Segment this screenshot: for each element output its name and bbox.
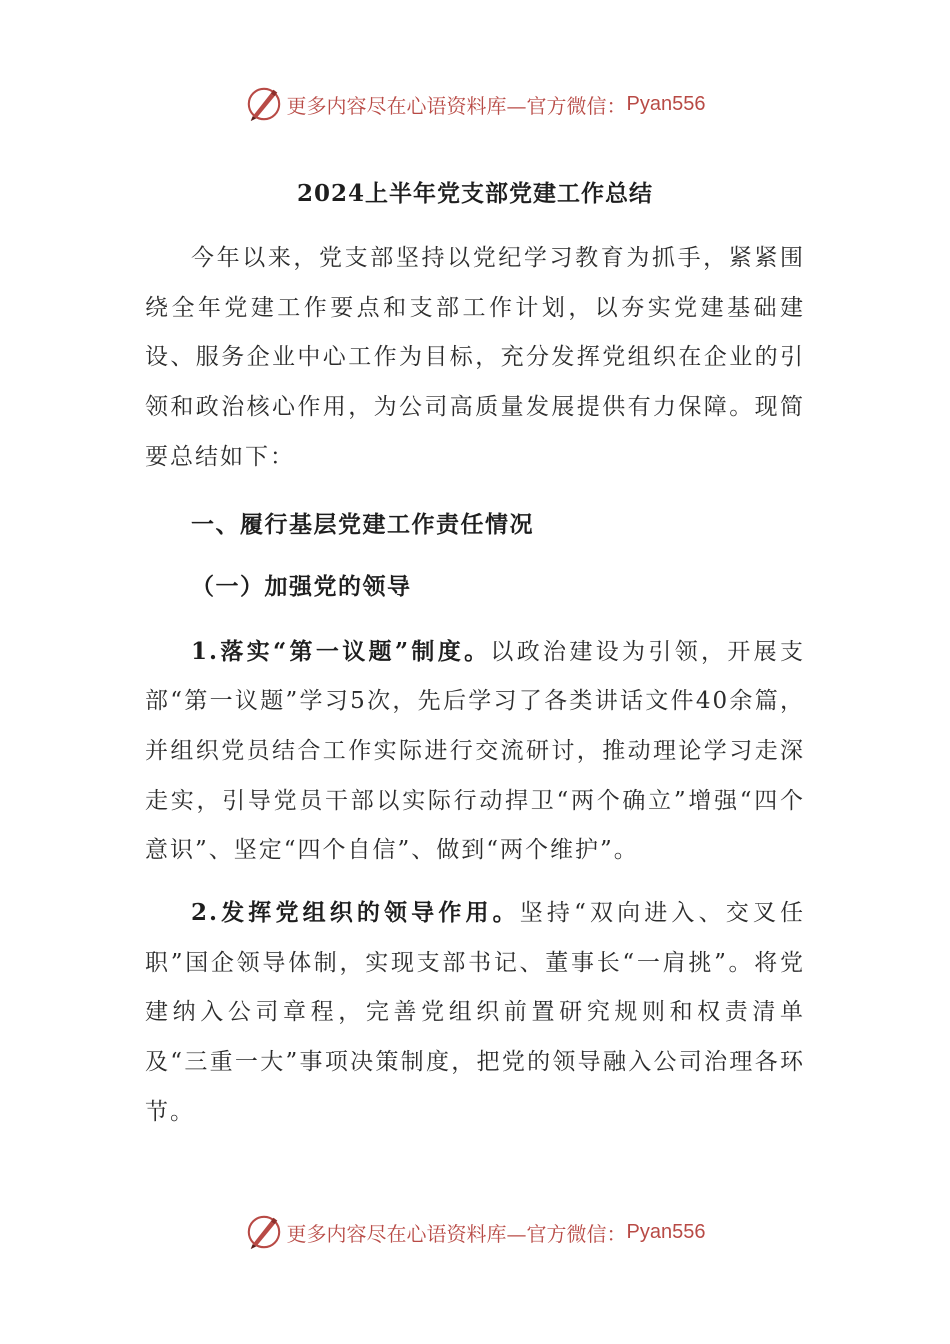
item-paragraph-2 xyxy=(145,888,805,1138)
item-paragraph-1 xyxy=(145,627,805,877)
watermark-account: Pyan556 xyxy=(626,92,706,115)
document-title: 2024上半年党支部党建工作总结 xyxy=(296,180,653,207)
watermark-footer xyxy=(0,1212,950,1252)
subsection-heading-1: （一）加强党的领导 xyxy=(191,572,412,600)
item-2-body: 坚持“双向进入、交叉任职”国企领导体制，实现支部书记、董事长“一肩挑”。将党建纳入公司章程，完善党组织前置研究规则和权责清单及“三重一大”事项决策制度，把党的领导融入公司治理各环节。 xyxy=(145,900,806,1125)
item-1-body: 以政治建设为引领，开展支部“第一议题”学习5次，先后学习了各类讲话文件40余篇，并组织党员结合工作实际进行交流研讨，推动理论学习走深走实，引导党员干部以实际行动捍卫“两个确立”增强“四个意识”、坚定“四个自信”、做到“两个维护”。 xyxy=(145,638,806,864)
document-body xyxy=(145,234,805,1138)
watermark-header xyxy=(0,84,950,124)
watermark-text: 更多内容尽在心语资料库—官方微信： xyxy=(286,93,627,118)
watermark-text: 更多内容尽在心语资料库—官方微信： xyxy=(286,1221,627,1246)
intro-paragraph: 今年以来，党支部坚持以党纪学习教育为抓手，紧紧围绕全年党建工作要点和支部工作计划，以夯实党建基础建设、服务企业中心工作为目标，充分发挥党组织在企业的引领和政治核心作用，为公司高质量发展提供有力保障。现简要总结如下： xyxy=(145,245,805,470)
item-2-lead: 2.发挥党组织的领导作用。 xyxy=(191,899,520,927)
watermark-account: Pyan556 xyxy=(626,1220,706,1243)
pen-logo-icon xyxy=(245,85,283,123)
pen-logo-icon xyxy=(245,1213,283,1251)
section-heading-1: 一、履行基层党建工作责任情况 xyxy=(191,510,534,538)
item-1-lead: 1.落实“第一议题”制度。 xyxy=(191,637,491,665)
